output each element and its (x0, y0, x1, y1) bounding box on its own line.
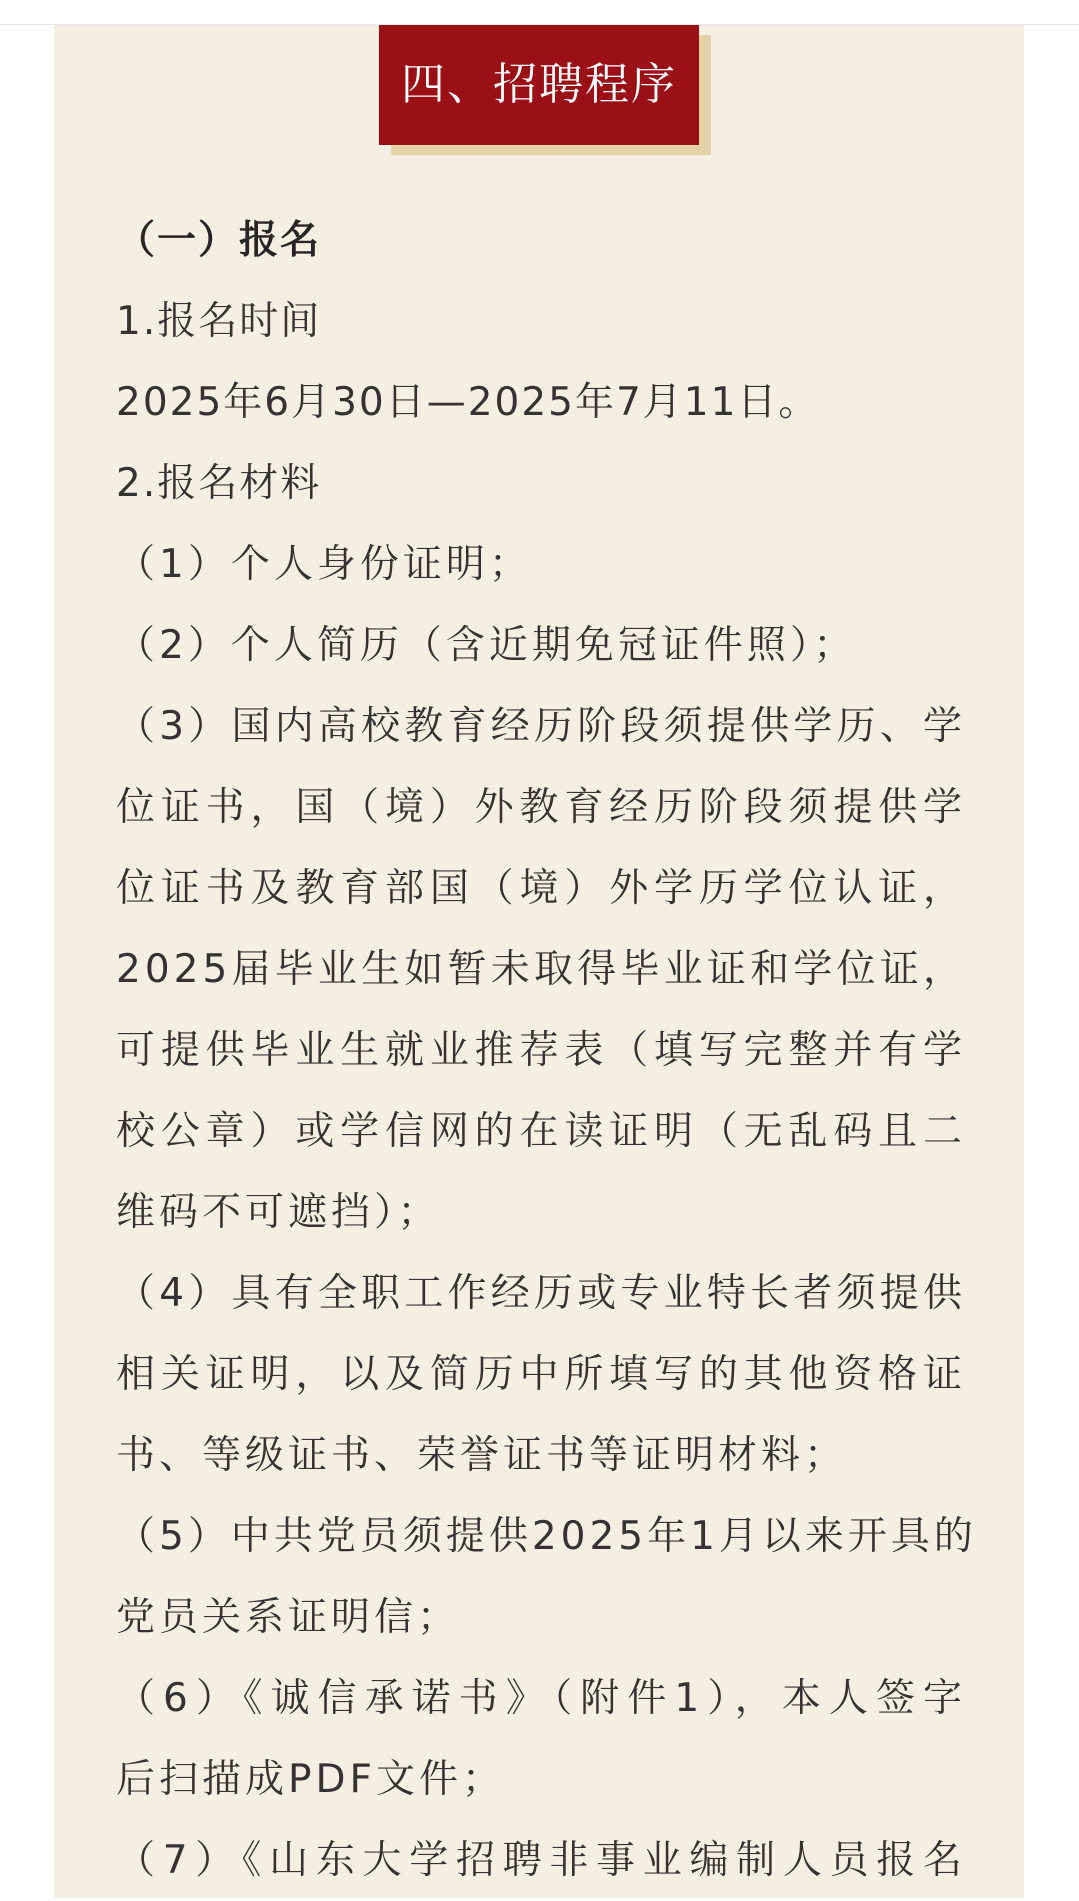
paragraph-line: 2025年6月30日—2025年7月11日。 (116, 380, 820, 425)
paragraph-line: 2.报名材料 (116, 461, 322, 506)
paragraph-line: （6）《诚信承诺书》（附件1），本人签字 (116, 1676, 966, 1721)
paragraph-line: （4）具有全职工作经历或专业特长者须提供 (116, 1271, 966, 1316)
paragraph-line: （3）国内高校教育经历阶段须提供学历、学 (116, 704, 966, 749)
section-header (379, 25, 699, 145)
section-title: 四、招聘程序 (379, 25, 699, 145)
paragraph-line: （5）中共党员须提供2025年1月以来开具的 (116, 1514, 977, 1559)
paragraph-line: 2025届毕业生如暂未取得毕业证和学位证， (116, 947, 966, 992)
paragraph-line: 维码不可遮挡）； (116, 1190, 441, 1235)
subsection-heading: （一）报名 (116, 218, 322, 263)
paragraph-line: 后扫描成PDF文件； (116, 1757, 505, 1802)
article-content (116, 200, 977, 1901)
paragraph-line: （2）个人简历（含近期免冠证件照）； (116, 623, 857, 668)
paragraph-line: 校公章）或学信网的在读证明（无乱码且二 (116, 1109, 966, 1154)
paragraph-line: 党员关系证明信； (116, 1595, 461, 1640)
paragraph-line: 可提供毕业生就业推荐表（填写完整并有学 (116, 1028, 966, 1073)
paragraph-line: 位证书及教育部国（境）外学历学位认证， (116, 866, 966, 911)
paragraph-line: 1.报名时间 (116, 299, 322, 344)
paragraph-line: （7）《山东大学招聘非事业编制人员报名 (116, 1838, 966, 1883)
paragraph-line: （1）个人身份证明； (116, 542, 532, 587)
paragraph-line: 位证书，国（境）外教育经历阶段须提供学 (116, 785, 966, 830)
paragraph-line: 书、等级证书、荣誉证书等证明材料； (116, 1433, 848, 1478)
paragraph-line: 相关证明，以及简历中所填写的其他资格证 (116, 1352, 966, 1397)
